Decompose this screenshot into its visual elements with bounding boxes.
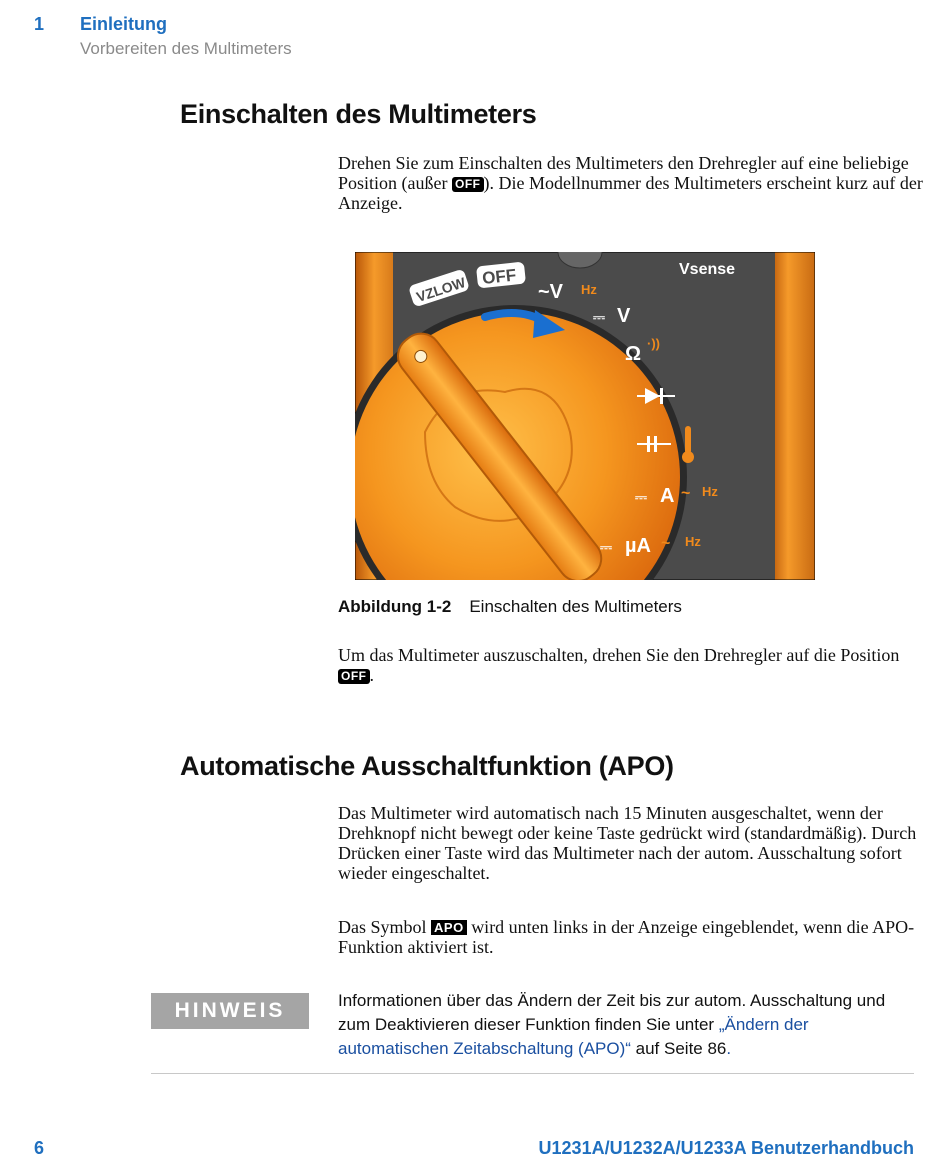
chapter-title: Einleitung (80, 14, 167, 34)
ac-v-label: ~V (538, 281, 564, 303)
rotary-switch-figure (355, 252, 815, 580)
note-text (338, 989, 918, 1061)
power-on-paragraph (338, 153, 928, 213)
power-off-paragraph (338, 645, 928, 685)
note-divider (151, 1073, 914, 1074)
off-dial-label: OFF (481, 265, 518, 288)
ac-v-hz-label: Hz (581, 282, 597, 297)
dc-ua-label: µA (625, 535, 651, 557)
off-symbol-2: OFF (338, 669, 370, 684)
svg-text:~: ~ (661, 535, 671, 552)
caption-text: Einschalten des Multimeters (469, 597, 682, 616)
vzlow-label: VZLOW (414, 274, 468, 305)
note-label: HINWEIS (151, 993, 309, 1029)
dc-ua-hz-label: Hz (685, 534, 701, 549)
svg-text:~: ~ (681, 485, 691, 502)
figure-caption (338, 597, 682, 617)
svg-text:·)): ·)) (647, 336, 660, 351)
section-title: Vorbereiten des Multimeters (80, 39, 292, 58)
dc-v-label: V (617, 305, 631, 327)
caption-label: Abbildung 1-2 (338, 597, 452, 616)
dc-a-label: A (660, 485, 675, 507)
section-heading-apo: Automatische Ausschaltfunktion (APO) (180, 751, 674, 781)
power-on-text-end: ). Die Modellnummer des Multimeters erscheint kurz auf der Anzeige. (338, 173, 923, 213)
chapter-number: 1 (34, 14, 45, 34)
apo-settings-link[interactable]: „Ändern der automatischen Zeitabschaltung (APO)“ (338, 1015, 809, 1058)
manual-title: U1231A/U1232A/U1233A Benutzerhandbuch (538, 1138, 914, 1158)
svg-text:⎓: ⎓ (635, 489, 647, 506)
note-text-start: Informationen über das Ändern der Zeit bis zur autom. Ausschaltung und zum Deaktivieren dieser Funktion finden Sie unter (338, 991, 886, 1034)
apo-paragraph: Das Multimeter wird automatisch nach 15 Minuten ausgeschaltet, wenn der Drehknopf nicht bewegt oder keine Taste gedrückt wird (standardmäßig). Durch Drücken einer Taste wird das Multimeter nach der autom. Ausschaltung sofort wieder eingeschaltet. (338, 803, 917, 883)
rotary-switch-illustration (355, 252, 815, 580)
apo-text-start: Das Symbol (338, 917, 432, 937)
page-number: 6 (34, 1138, 45, 1158)
power-off-text-end: . (369, 665, 374, 685)
power-on-text-start: Drehen Sie zum Einschalten des Multimeters den Drehregler auf eine beliebige Position (außer (338, 153, 909, 193)
section-heading-power-on: Einschalten des Multimeters (180, 99, 537, 129)
svg-text:⎓: ⎓ (593, 309, 605, 326)
svg-text:⎓: ⎓ (600, 539, 612, 556)
apo-symbol: APO (431, 920, 467, 935)
note-text-end: auf Seite 86 (630, 1039, 727, 1058)
ohm-label: Ω (625, 343, 642, 365)
note-text-period: . (726, 1039, 732, 1058)
apo-symbol-paragraph (338, 917, 928, 957)
vsense-label: Vsense (679, 261, 736, 278)
dc-a-hz-label: Hz (702, 484, 718, 499)
apo-text-end: wird unten links in der Anzeige eingeblendet, wenn die APO-Funktion aktiviert ist. (338, 917, 915, 957)
thermometer-icon (685, 426, 691, 454)
off-symbol: OFF (452, 177, 484, 192)
right-casing (770, 252, 815, 580)
power-off-text-start: Um das Multimeter auszuschalten, drehen Sie den Drehregler auf die Position (338, 645, 900, 665)
